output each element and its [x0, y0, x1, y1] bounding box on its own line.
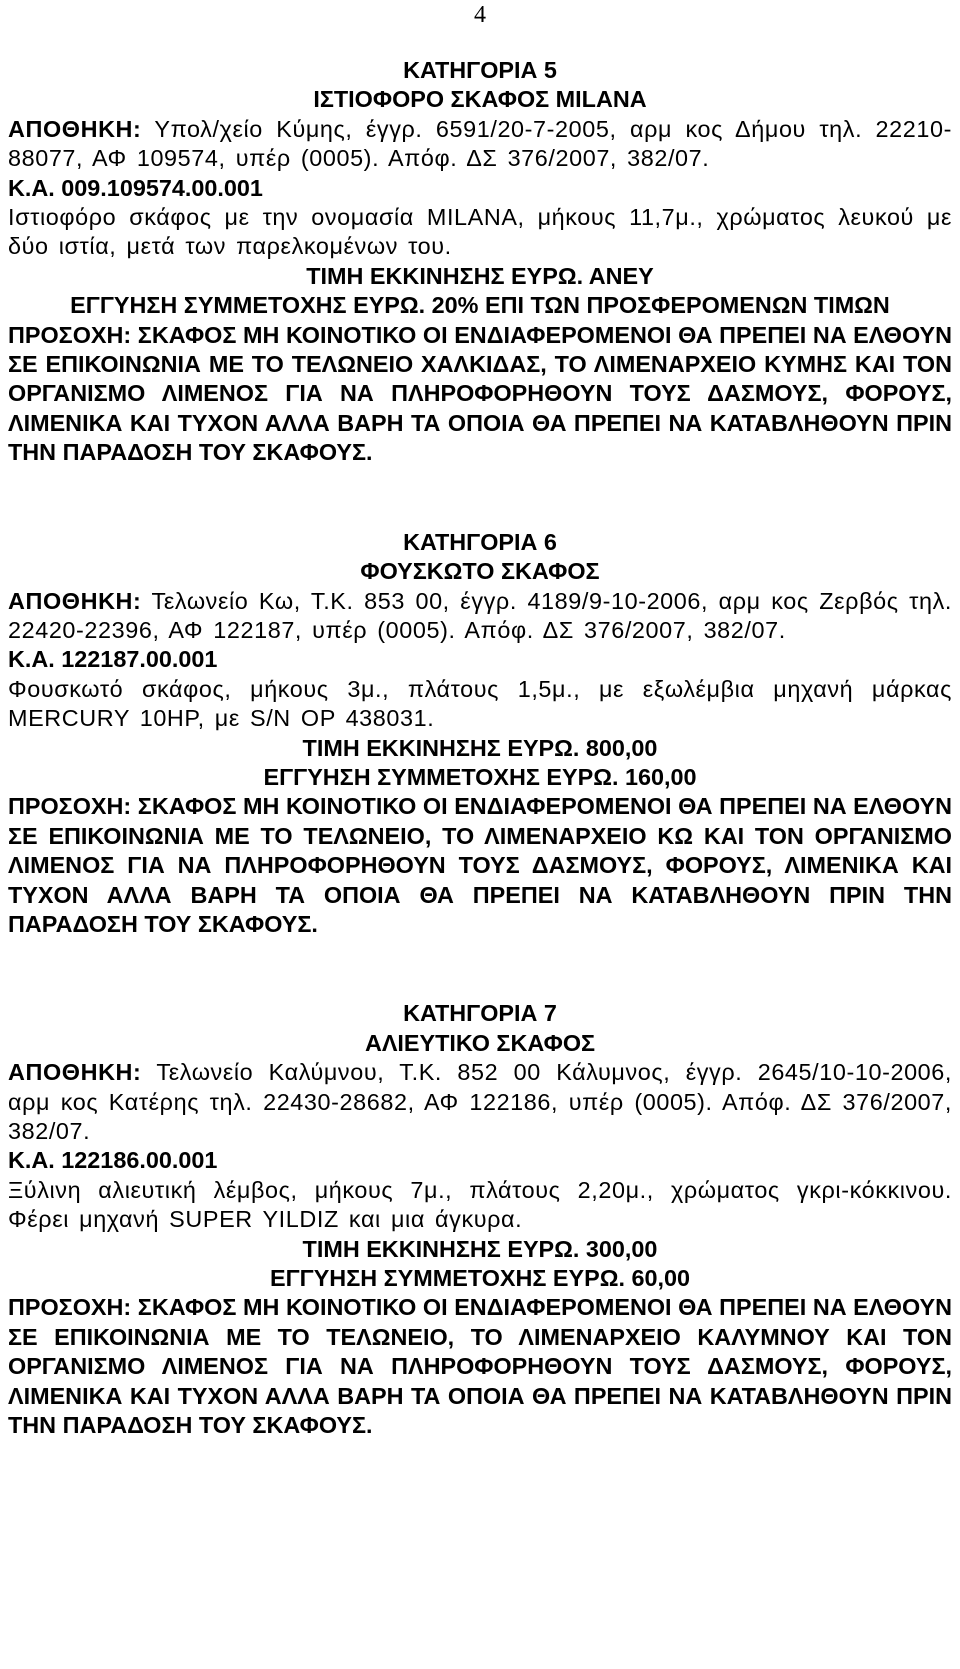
warehouse-label: ΑΠΟΘΗΚΗ:: [8, 1059, 142, 1086]
starting-price: ΤΙΜΗ ΕΚΚΙΝΗΣΗΣ ΕΥΡΩ. 800,00: [302, 734, 658, 761]
item-code: Κ.Α. 122187.00.001: [8, 646, 218, 673]
warehouse-text: Τελωνείο Καλύμνου, Τ.Κ. 852 00 Κάλυμνος, έγγρ. 2645/10-10-2006, αρμ κος Κατέρης τηλ. 22430-28682, ΑΦ 122186, υπέρ (0005). Απόφ. ΔΣ 376/2007, 382/07.: [8, 1059, 952, 1144]
item-code: Κ.Α. 009.109574.00.001: [8, 174, 263, 201]
warehouse-text: Τελωνείο Κω, Τ.Κ. 853 00, έγγρ. 4189/9-10-2006, αρμ κος Ζερβός τηλ. 22420-22396, ΑΦ 122187, υπέρ (0005). Απόφ. ΔΣ 376/2007, 382/07.: [8, 587, 952, 643]
starting-price: ΤΙΜΗ ΕΚΚΙΝΗΣΗΣ ΕΥΡΩ. ΑΝΕΥ: [306, 262, 654, 289]
vessel-title: ΑΛΙΕΥΤΙΚΟ ΣΚΑΦΟΣ: [364, 1029, 596, 1056]
category-section: [8, 999, 952, 1440]
category-section: [8, 528, 952, 940]
vessel-title: ΙΣΤΙΟΦΟΡΟ ΣΚΑΦΟΣ MILANA: [313, 86, 647, 113]
category-section: [8, 56, 952, 468]
notice-paragraph: ΠΡΟΣΟΧΗ: ΣΚΑΦΟΣ ΜΗ ΚΟΙΝΟΤΙΚΟ ΟΙ ΕΝΔΙΑΦΕΡΟΜΕΝΟΙ ΘΑ ΠΡΕΠΕΙ ΝΑ ΕΛΘΟΥΝ ΣΕ ΕΠΙΚΟΙΝΩΝΙΑ ΜΕ ΤΟ ΤΕΛΩΝΕΙΟ, ΤΟ ΛΙΜΕΝΑΡΧΕΙΟ ΚΩ ΚΑΙ ΤΟΝ ΟΡΓΑΝΙΣΜΟ ΛΙΜΕΝΟΣ ΓΙΑ ΝΑ ΠΛΗΡΟΦΟΡΗΘΟΥΝ ΤΟΥΣ ΔΑΣΜΟΥΣ, ΦΟΡΟΥΣ, ΛΙΜΕΝΙΚΑ ΚΑΙ ΤΥΧΟΝ ΑΛΛΑ ΒΑΡΗ ΤΑ ΟΠΟΙΑ ΘΑ ΠΡΕΠΕΙ ΝΑ ΚΑΤΑΒΛΗΘΟΥΝ ΠΡΙΝ ΤΗΝ ΠΑΡΑΔΟΣΗ ΤΟΥ ΣΚΑΦΟΥΣ.: [8, 793, 952, 937]
item-description: Φουσκωτό σκάφος, μήκους 3μ., πλάτους 1,5μ., με εξωλέμβια μηχανή μάρκας MERCURY 10HP, με S/N OP 438031.: [8, 675, 952, 732]
category-heading: ΚΑΤΗΓΟΡΙΑ 5: [403, 57, 557, 83]
item-description: Ξύλινη αλιευτική λέμβος, μήκους 7μ., πλάτους 2,20μ., χρώματος γκρι-κόκκινου. Φέρει μηχανή SUPER YILDIZ και μια άγκυρα.: [8, 1176, 952, 1233]
item-description: Ιστιοφόρο σκάφος με την ονομασία MILANA, μήκους 11,7μ., χρώματος λευκού με δύο ιστία, μετά των παρελκομένων του.: [8, 204, 952, 260]
starting-price: ΤΙΜΗ ΕΚΚΙΝΗΣΗΣ ΕΥΡΩ. 300,00: [302, 1235, 658, 1262]
warehouse-label: ΑΠΟΘΗΚΗ:: [8, 115, 142, 142]
category-heading: ΚΑΤΗΓΟΡΙΑ 7: [403, 1000, 557, 1027]
warehouse-text: Υπολ/χείο Κύμης, έγγρ. 6591/20-7-2005, αρμ κος Δήμου τηλ. 22210-88077, ΑΦ 109574, υπέρ (0005). Απόφ. ΔΣ 376/2007, 382/07.: [8, 115, 952, 172]
participation-guarantee: ΕΓΓΥΗΣΗ ΣΥΜΜΕΤΟΧΗΣ ΕΥΡΩ. 160,00: [263, 763, 697, 790]
warehouse-paragraph: [8, 587, 952, 646]
category-heading: ΚΑΤΗΓΟΡΙΑ 6: [403, 528, 557, 555]
warehouse-label: ΑΠΟΘΗΚΗ:: [8, 587, 142, 614]
section-spacer: [8, 939, 952, 999]
notice-paragraph: ΠΡΟΣΟΧΗ: ΣΚΑΦΟΣ ΜΗ ΚΟΙΝΟΤΙΚΟ ΟΙ ΕΝΔΙΑΦΕΡΟΜΕΝΟΙ ΘΑ ΠΡΕΠΕΙ ΝΑ ΕΛΘΟΥΝ ΣΕ ΕΠΙΚΟΙΝΩΝΙΑ ΜΕ ΤΟ ΤΕΛΩΝΕΙΟ, ΤΟ ΛΙΜΕΝΑΡΧΕΙΟ ΚΑΛΥΜΝΟΥ ΚΑΙ ΤΟΝ ΟΡΓΑΝΙΣΜΟ ΛΙΜΕΝΟΣ ΓΙΑ ΝΑ ΠΛΗΡΟΦΟΡΗΘΟΥΝ ΤΟΥΣ ΔΑΣΜΟΥΣ, ΦΟΡΟΥΣ, ΛΙΜΕΝΙΚΑ ΚΑΙ ΤΥΧΟΝ ΑΛΛΑ ΒΑΡΗ ΤΑ ΟΠΟΙΑ ΘΑ ΠΡΕΠΕΙ ΝΑ ΚΑΤΑΒΛΗΘΟΥΝ ΠΡΙΝ ΤΗΝ ΠΑΡΑΔΟΣΗ ΤΟΥ ΣΚΑΦΟΥΣ.: [8, 1294, 952, 1439]
document-body: [8, 56, 952, 1440]
page-number: 4: [474, 2, 486, 28]
notice-paragraph: ΠΡΟΣΟΧΗ: ΣΚΑΦΟΣ ΜΗ ΚΟΙΝΟΤΙΚΟ ΟΙ ΕΝΔΙΑΦΕΡΟΜΕΝΟΙ ΘΑ ΠΡΕΠΕΙ ΝΑ ΕΛΘΟΥΝ ΣΕ ΕΠΙΚΟΙΝΩΝΙΑ ΜΕ ΤΟ ΤΕΛΩΝΕΙΟ ΧΑΛΚΙΔΑΣ, ΤΟ ΛΙΜΕΝΑΡΧΕΙΟ ΚΥΜΗΣ ΚΑΙ ΤΟΝ ΟΡΓΑΝΙΣΜΟ ΛΙΜΕΝΟΣ ΓΙΑ ΝΑ ΠΛΗΡΟΦΟΡΗΘΟΥΝ ΤΟΥΣ ΔΑΣΜΟΥΣ, ΦΟΡΟΥΣ, ΛΙΜΕΝΙΚΑ ΚΑΙ ΤΥΧΟΝ ΑΛΛΑ ΒΑΡΗ ΤΑ ΟΠΟΙΑ ΘΑ ΠΡΕΠΕΙ ΝΑ ΚΑΤΑΒΛΗΘΟΥΝ ΠΡΙΝ ΤΗΝ ΠΑΡΑΔΟΣΗ ΤΟΥ ΣΚΑΦΟΥΣ.: [8, 321, 952, 466]
warehouse-paragraph: [8, 1058, 952, 1146]
participation-guarantee: ΕΓΓΥΗΣΗ ΣΥΜΜΕΤΟΧΗΣ ΕΥΡΩ. 60,00: [269, 1265, 691, 1292]
section-spacer: [8, 468, 952, 528]
participation-guarantee: ΕΓΓΥΗΣΗ ΣΥΜΜΕΤΟΧΗΣ ΕΥΡΩ. 20% ΕΠΙ ΤΩΝ ΠΡΟΣΦΕΡΟΜΕΝΩΝ ΤΙΜΩΝ: [70, 292, 890, 319]
warehouse-paragraph: [8, 115, 952, 174]
item-code: Κ.Α. 122186.00.001: [8, 1147, 218, 1174]
vessel-title: ΦΟΥΣΚΩΤΟ ΣΚΑΦΟΣ: [360, 558, 600, 585]
